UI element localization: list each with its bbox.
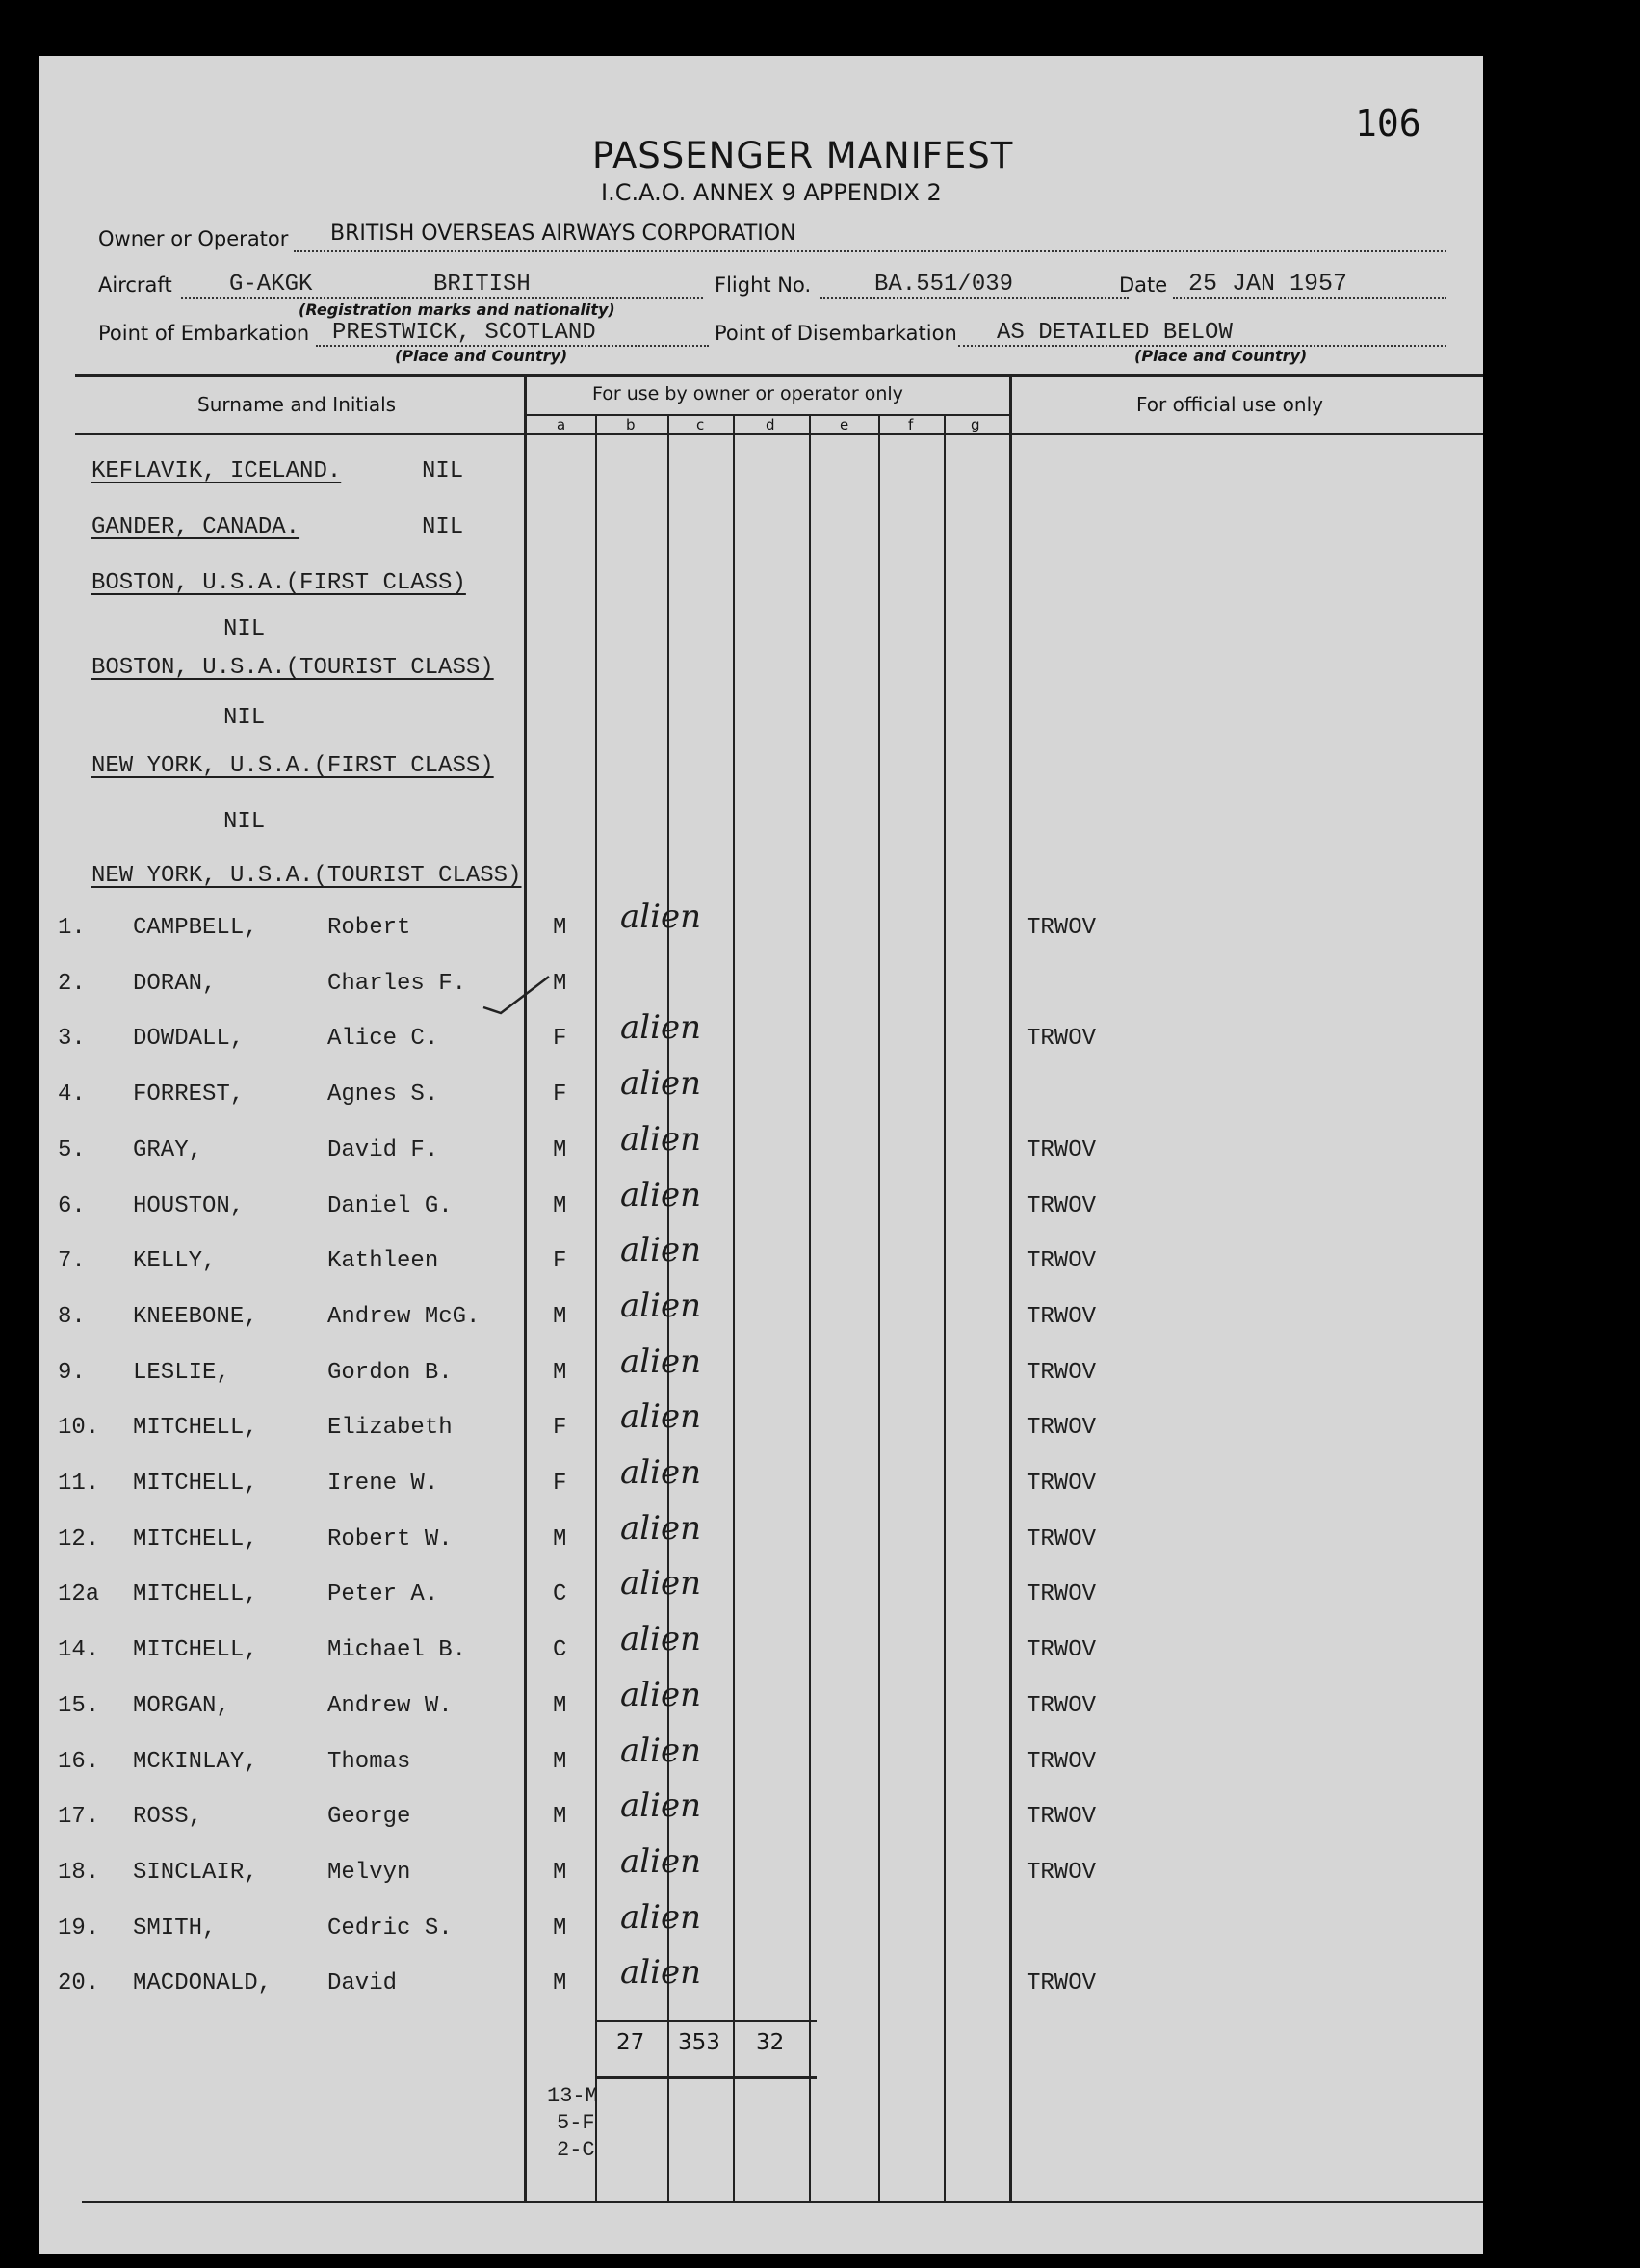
passenger-number: 2. xyxy=(58,971,86,997)
official-use-code: TRWOV xyxy=(1027,1526,1097,1552)
passenger-sex: M xyxy=(553,1970,567,1996)
passenger-number: 1. xyxy=(58,915,86,941)
totals-top-rule xyxy=(595,2020,817,2022)
passenger-sex: M xyxy=(553,1360,567,1386)
column-header-name: Surname and Initials xyxy=(197,393,397,416)
aircraft-label: Aircraft xyxy=(98,274,172,297)
handwritten-alien-note: alien xyxy=(620,1176,702,1214)
passenger-number: 7. xyxy=(58,1248,86,1274)
official-use-code: TRWOV xyxy=(1027,1304,1097,1330)
aircraft-nationality: BRITISH xyxy=(433,272,531,298)
official-use-code: TRWOV xyxy=(1027,1581,1097,1607)
passenger-sex: M xyxy=(553,915,567,941)
passenger-sex: M xyxy=(553,1304,567,1330)
passenger-surname: MCKINLAY, xyxy=(133,1749,258,1775)
subcolumn-c: c xyxy=(696,416,705,433)
passenger-given-name: Charles F. xyxy=(327,971,467,997)
official-use-code: TRWOV xyxy=(1027,1749,1097,1775)
passenger-given-name: Irene W. xyxy=(327,1471,439,1497)
section-destination: KEFLAVIK, ICELAND. xyxy=(91,458,342,484)
handwritten-alien-note: alien xyxy=(620,1620,702,1658)
passenger-given-name: Gordon B. xyxy=(327,1360,453,1386)
section-destination: BOSTON, U.S.A.(TOURIST CLASS) xyxy=(91,655,494,681)
embarkation-label: Point of Embarkation xyxy=(98,322,310,345)
passenger-sex: M xyxy=(553,1193,567,1219)
passenger-given-name: George xyxy=(327,1804,411,1830)
table-top-rule xyxy=(75,374,1483,377)
passenger-sex: F xyxy=(553,1471,567,1497)
passenger-given-name: Daniel G. xyxy=(327,1193,453,1219)
passenger-surname: SMITH, xyxy=(133,1916,217,1942)
passenger-number: 9. xyxy=(58,1360,86,1386)
passenger-sex: F xyxy=(553,1082,567,1108)
passenger-number: 20. xyxy=(58,1970,100,1996)
column-header-owner-use: For use by owner or operator only xyxy=(592,383,903,404)
section-destination: NEW YORK, U.S.A.(FIRST CLASS) xyxy=(91,753,494,779)
column-divider-a xyxy=(595,414,597,2201)
subcolumn-d: d xyxy=(766,416,775,433)
passenger-number: 10. xyxy=(58,1415,100,1441)
official-use-code: TRWOV xyxy=(1027,1360,1097,1386)
passenger-given-name: Cedric S. xyxy=(327,1916,453,1942)
handwritten-alien-note: alien xyxy=(620,1898,702,1937)
passenger-number: 17. xyxy=(58,1804,100,1830)
passenger-sex: C xyxy=(553,1637,567,1663)
total-d: 32 xyxy=(756,2030,785,2055)
passenger-surname: MORGAN, xyxy=(133,1693,230,1719)
passenger-surname: FORREST, xyxy=(133,1082,245,1108)
handwritten-alien-note: alien xyxy=(620,1509,702,1548)
check-mark-icon xyxy=(480,969,557,1017)
official-use-code: TRWOV xyxy=(1027,1637,1097,1663)
official-use-code: TRWOV xyxy=(1027,1804,1097,1830)
flight-date: 25 JAN 1957 xyxy=(1188,270,1348,298)
passenger-sex: M xyxy=(553,971,567,997)
flight-number: BA.551/039 xyxy=(874,272,1014,298)
official-use-code: TRWOV xyxy=(1027,1415,1097,1441)
document-title: PASSENGER MANIFEST xyxy=(592,135,1014,176)
passenger-sex: M xyxy=(553,1916,567,1942)
passenger-surname: GRAY, xyxy=(133,1137,203,1163)
passenger-given-name: Agnes S. xyxy=(327,1082,439,1108)
section-status: NIL xyxy=(422,514,464,540)
handwritten-alien-note: alien xyxy=(620,1842,702,1881)
owner-value: BRITISH OVERSEAS AIRWAYS CORPORATION xyxy=(330,222,796,246)
passenger-given-name: Elizabeth xyxy=(327,1415,453,1441)
section-status: NIL xyxy=(223,616,266,642)
subcolumn-f: f xyxy=(908,416,914,433)
passenger-given-name: Andrew McG. xyxy=(327,1304,481,1330)
owner-dotted-line xyxy=(294,250,1446,252)
passenger-surname: MITCHELL, xyxy=(133,1471,258,1497)
section-destination: GANDER, CANADA. xyxy=(91,514,300,540)
section-status: NIL xyxy=(223,705,266,731)
section-destination: BOSTON, U.S.A.(FIRST CLASS) xyxy=(91,570,466,596)
passenger-sex: F xyxy=(553,1415,567,1441)
handwritten-alien-note: alien xyxy=(620,1343,702,1381)
official-use-code: TRWOV xyxy=(1027,1970,1097,1996)
official-use-code: TRWOV xyxy=(1027,1193,1097,1219)
passenger-given-name: Robert xyxy=(327,915,411,941)
manifest-sheet xyxy=(39,56,1483,2254)
handwritten-alien-note: alien xyxy=(620,1397,702,1436)
handwritten-alien-note: alien xyxy=(620,1287,702,1325)
passenger-surname: MITCHELL, xyxy=(133,1526,258,1552)
passenger-surname: MITCHELL, xyxy=(133,1415,258,1441)
handwritten-alien-note: alien xyxy=(620,1953,702,1992)
passenger-given-name: Andrew W. xyxy=(327,1693,453,1719)
handwritten-alien-note: alien xyxy=(620,1564,702,1603)
passenger-number: 5. xyxy=(58,1137,86,1163)
passenger-given-name: Kathleen xyxy=(327,1248,439,1274)
embarkation-value: PRESTWICK, SCOTLAND xyxy=(332,320,596,346)
disembarkation-note: (Place and Country) xyxy=(1134,347,1308,365)
handwritten-alien-note: alien xyxy=(620,1732,702,1770)
passenger-number: 8. xyxy=(58,1304,86,1330)
handwritten-alien-note: alien xyxy=(620,1676,702,1714)
owner-label: Owner or Operator xyxy=(98,227,289,250)
flight-label: Flight No. xyxy=(715,274,812,297)
passenger-given-name: Michael B. xyxy=(327,1637,467,1663)
passenger-surname: MITCHELL, xyxy=(133,1581,258,1607)
tally-male: 13-M xyxy=(547,2084,598,2108)
passenger-surname: SINCLAIR, xyxy=(133,1860,258,1886)
embarkation-note: (Place and Country) xyxy=(395,347,568,365)
table-bottom-rule xyxy=(82,2201,1483,2203)
section-destination: NEW YORK, U.S.A.(TOURIST CLASS) xyxy=(91,863,522,889)
passenger-sex: F xyxy=(553,1026,567,1052)
column-divider-e xyxy=(878,414,880,2201)
passenger-surname: CAMPBELL, xyxy=(133,915,258,941)
passenger-surname: MACDONALD, xyxy=(133,1970,273,1996)
total-c: 353 xyxy=(678,2030,720,2055)
column-divider-official xyxy=(1009,377,1012,2201)
passenger-number: 15. xyxy=(58,1693,100,1719)
passenger-sex: C xyxy=(553,1581,567,1607)
passenger-surname: ROSS, xyxy=(133,1804,203,1830)
official-use-code: TRWOV xyxy=(1027,915,1097,941)
passenger-number: 12. xyxy=(58,1526,100,1552)
subcolumn-b: b xyxy=(626,416,636,433)
passenger-sex: M xyxy=(553,1526,567,1552)
handwritten-alien-note: alien xyxy=(620,898,702,936)
subcolumn-a: a xyxy=(557,416,566,433)
tally-female: 5-F xyxy=(557,2111,595,2135)
passenger-surname: MITCHELL, xyxy=(133,1637,258,1663)
disembarkation-value: AS DETAILED BELOW xyxy=(997,320,1233,346)
disembarkation-label: Point of Disembarkation xyxy=(715,322,957,345)
official-use-code: TRWOV xyxy=(1027,1248,1097,1274)
passenger-given-name: Robert W. xyxy=(327,1526,453,1552)
handwritten-alien-note: alien xyxy=(620,1008,702,1047)
passenger-given-name: Melvyn xyxy=(327,1860,411,1886)
subcolumn-g: g xyxy=(971,416,980,433)
official-use-code: TRWOV xyxy=(1027,1026,1097,1052)
passenger-sex: M xyxy=(553,1693,567,1719)
passenger-number: 18. xyxy=(58,1860,100,1886)
passenger-number: 3. xyxy=(58,1026,86,1052)
passenger-surname: KELLY, xyxy=(133,1248,217,1274)
header-rule xyxy=(75,433,1483,435)
totals-bottom-rule xyxy=(595,2076,817,2079)
aircraft-registration: G-AKGK xyxy=(229,272,313,298)
passenger-given-name: David F. xyxy=(327,1137,439,1163)
passenger-surname: KNEEBONE, xyxy=(133,1304,258,1330)
passenger-sex: F xyxy=(553,1248,567,1274)
handwritten-alien-note: alien xyxy=(620,1064,702,1103)
handwritten-alien-note: alien xyxy=(620,1453,702,1492)
passenger-sex: M xyxy=(553,1804,567,1830)
column-divider-f xyxy=(944,414,946,2201)
passenger-number: 11. xyxy=(58,1471,100,1497)
column-divider-c xyxy=(733,414,735,2201)
column-divider-d xyxy=(809,414,811,2201)
passenger-number: 19. xyxy=(58,1916,100,1942)
tally-child: 2-C xyxy=(557,2138,595,2162)
passenger-number: 14. xyxy=(58,1637,100,1663)
total-b: 27 xyxy=(616,2030,645,2055)
passenger-given-name: Thomas xyxy=(327,1749,411,1775)
passenger-surname: LESLIE, xyxy=(133,1360,230,1386)
official-use-code: TRWOV xyxy=(1027,1471,1097,1497)
passenger-number: 6. xyxy=(58,1193,86,1219)
passenger-surname: DOWDALL, xyxy=(133,1026,245,1052)
section-status: NIL xyxy=(223,809,266,835)
passenger-surname: DORAN, xyxy=(133,971,217,997)
handwritten-alien-note: alien xyxy=(620,1120,702,1159)
registration-note: (Registration marks and nationality) xyxy=(299,300,615,319)
passenger-sex: M xyxy=(553,1860,567,1886)
document-subtitle: I.C.A.O. ANNEX 9 APPENDIX 2 xyxy=(601,179,942,206)
section-status: NIL xyxy=(422,458,464,484)
handwritten-alien-note: alien xyxy=(620,1231,702,1269)
official-use-code: TRWOV xyxy=(1027,1860,1097,1886)
handwritten-alien-note: alien xyxy=(620,1786,702,1825)
passenger-given-name: Alice C. xyxy=(327,1026,439,1052)
passenger-sex: M xyxy=(553,1749,567,1775)
subcolumn-e: e xyxy=(840,416,849,433)
column-divider-name xyxy=(524,377,527,2201)
passenger-sex: M xyxy=(553,1137,567,1163)
passenger-given-name: Peter A. xyxy=(327,1581,439,1607)
date-label: Date xyxy=(1119,274,1168,297)
passenger-given-name: David xyxy=(327,1970,398,1996)
official-use-code: TRWOV xyxy=(1027,1137,1097,1163)
column-header-official-use: For official use only xyxy=(1136,393,1323,416)
passenger-number: 16. xyxy=(58,1749,100,1775)
passenger-number: 4. xyxy=(58,1082,86,1108)
passenger-number: 12a xyxy=(58,1581,100,1607)
passenger-surname: HOUSTON, xyxy=(133,1193,245,1219)
page-number: 106 xyxy=(1355,102,1421,144)
official-use-code: TRWOV xyxy=(1027,1693,1097,1719)
